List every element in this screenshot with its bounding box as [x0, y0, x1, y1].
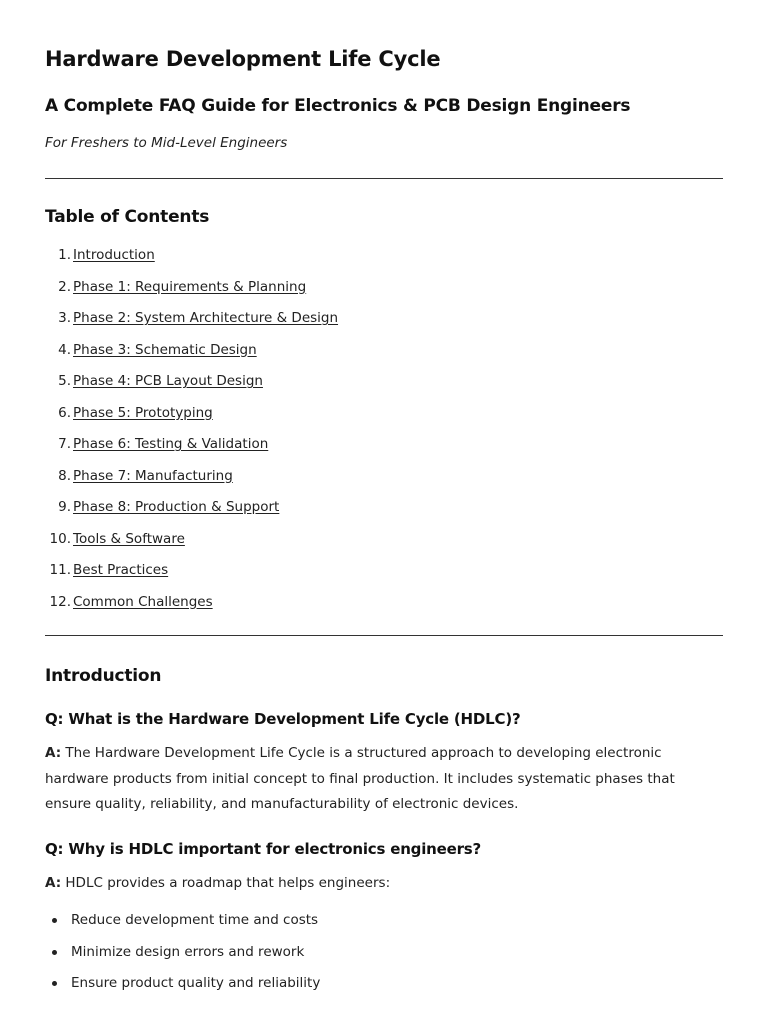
toc-link-phase-1[interactable]: Phase 1: Requirements & Planning — [73, 278, 307, 295]
toc-heading: Table of Contents — [45, 207, 210, 227]
toc-link-common-challenges[interactable]: Common Challenges — [73, 593, 213, 610]
toc-link-phase-3[interactable]: Phase 3: Schematic Design — [73, 341, 257, 358]
toc-item — [45, 592, 338, 624]
toc-link-phase-5[interactable]: Phase 5: Prototyping — [73, 404, 213, 421]
bullet-icon — [52, 981, 57, 986]
toc-item — [45, 403, 338, 435]
answer-text: The Hardware Development Life Cycle is a structured approach to developing electronic hardware products from initial concept to final production. It includes systematic phases that ensure quality, reliability, and manufacturability of electronic devices. — [45, 745, 675, 812]
toc-item — [45, 560, 338, 592]
list-item-text: Reduce development time and costs — [71, 912, 319, 928]
toc-link-best-practices[interactable]: Best Practices — [73, 562, 169, 578]
toc-number: 5. — [58, 373, 71, 389]
document-subtitle: A Complete FAQ Guide for Electronics & PCB Design Engineers — [45, 96, 631, 116]
introduction-heading: Introduction — [45, 666, 162, 686]
audience-note: For Freshers to Mid-Level Engineers — [45, 135, 288, 151]
toc-number: 10. — [49, 530, 71, 547]
toc-item — [45, 245, 338, 277]
toc-number: 11. — [49, 562, 71, 578]
list-item — [52, 973, 320, 1005]
toc-item — [45, 277, 338, 309]
toc-number: 4. — [58, 341, 71, 358]
toc-number: 7. — [58, 436, 71, 452]
toc-link-phase-4[interactable]: Phase 4: PCB Layout Design — [73, 373, 263, 389]
toc-item — [45, 466, 338, 498]
toc-item — [45, 529, 338, 561]
table-of-contents — [45, 245, 338, 623]
list-item — [52, 942, 320, 974]
toc-link-tools-software[interactable]: Tools & Software — [73, 530, 185, 547]
bullet-icon — [52, 918, 57, 923]
toc-number: 2. — [58, 278, 71, 295]
divider — [45, 178, 723, 179]
toc-item — [45, 308, 338, 340]
toc-item — [45, 434, 338, 466]
list-item-text: Ensure product quality and reliability — [71, 975, 321, 991]
divider — [45, 635, 723, 636]
faq-answer — [45, 871, 705, 897]
toc-link-phase-6[interactable]: Phase 6: Testing & Validation — [73, 436, 269, 452]
toc-link-phase-7[interactable]: Phase 7: Manufacturing — [73, 467, 233, 484]
toc-link-introduction[interactable]: Introduction — [73, 247, 155, 263]
toc-number: 6. — [58, 404, 71, 421]
faq-question: Q: Why is HDLC important for electronics engineers? — [45, 840, 482, 858]
toc-number: 9. — [58, 499, 71, 515]
toc-item — [45, 340, 338, 372]
bullet-icon — [52, 950, 57, 955]
toc-item — [45, 371, 338, 403]
answer-label: A: — [45, 875, 62, 891]
toc-link-phase-8[interactable]: Phase 8: Production & Support — [73, 499, 280, 515]
toc-item — [45, 497, 338, 529]
faq-question: Q: What is the Hardware Development Life Cycle (HDLC)? — [45, 710, 521, 728]
document-title: Hardware Development Life Cycle — [45, 47, 441, 71]
toc-link-phase-2[interactable]: Phase 2: System Architecture & Design — [73, 310, 339, 326]
answer-label: A: — [45, 745, 62, 761]
faq-answer — [45, 741, 705, 818]
toc-number: 1. — [58, 247, 71, 263]
answer-text: HDLC provides a roadmap that helps engineers: — [65, 875, 391, 891]
toc-number: 12. — [49, 593, 71, 610]
toc-number: 3. — [58, 310, 71, 326]
benefits-list — [52, 910, 320, 1005]
list-item — [52, 910, 320, 942]
list-item-text: Minimize design errors and rework — [71, 943, 305, 960]
toc-number: 8. — [58, 467, 71, 484]
